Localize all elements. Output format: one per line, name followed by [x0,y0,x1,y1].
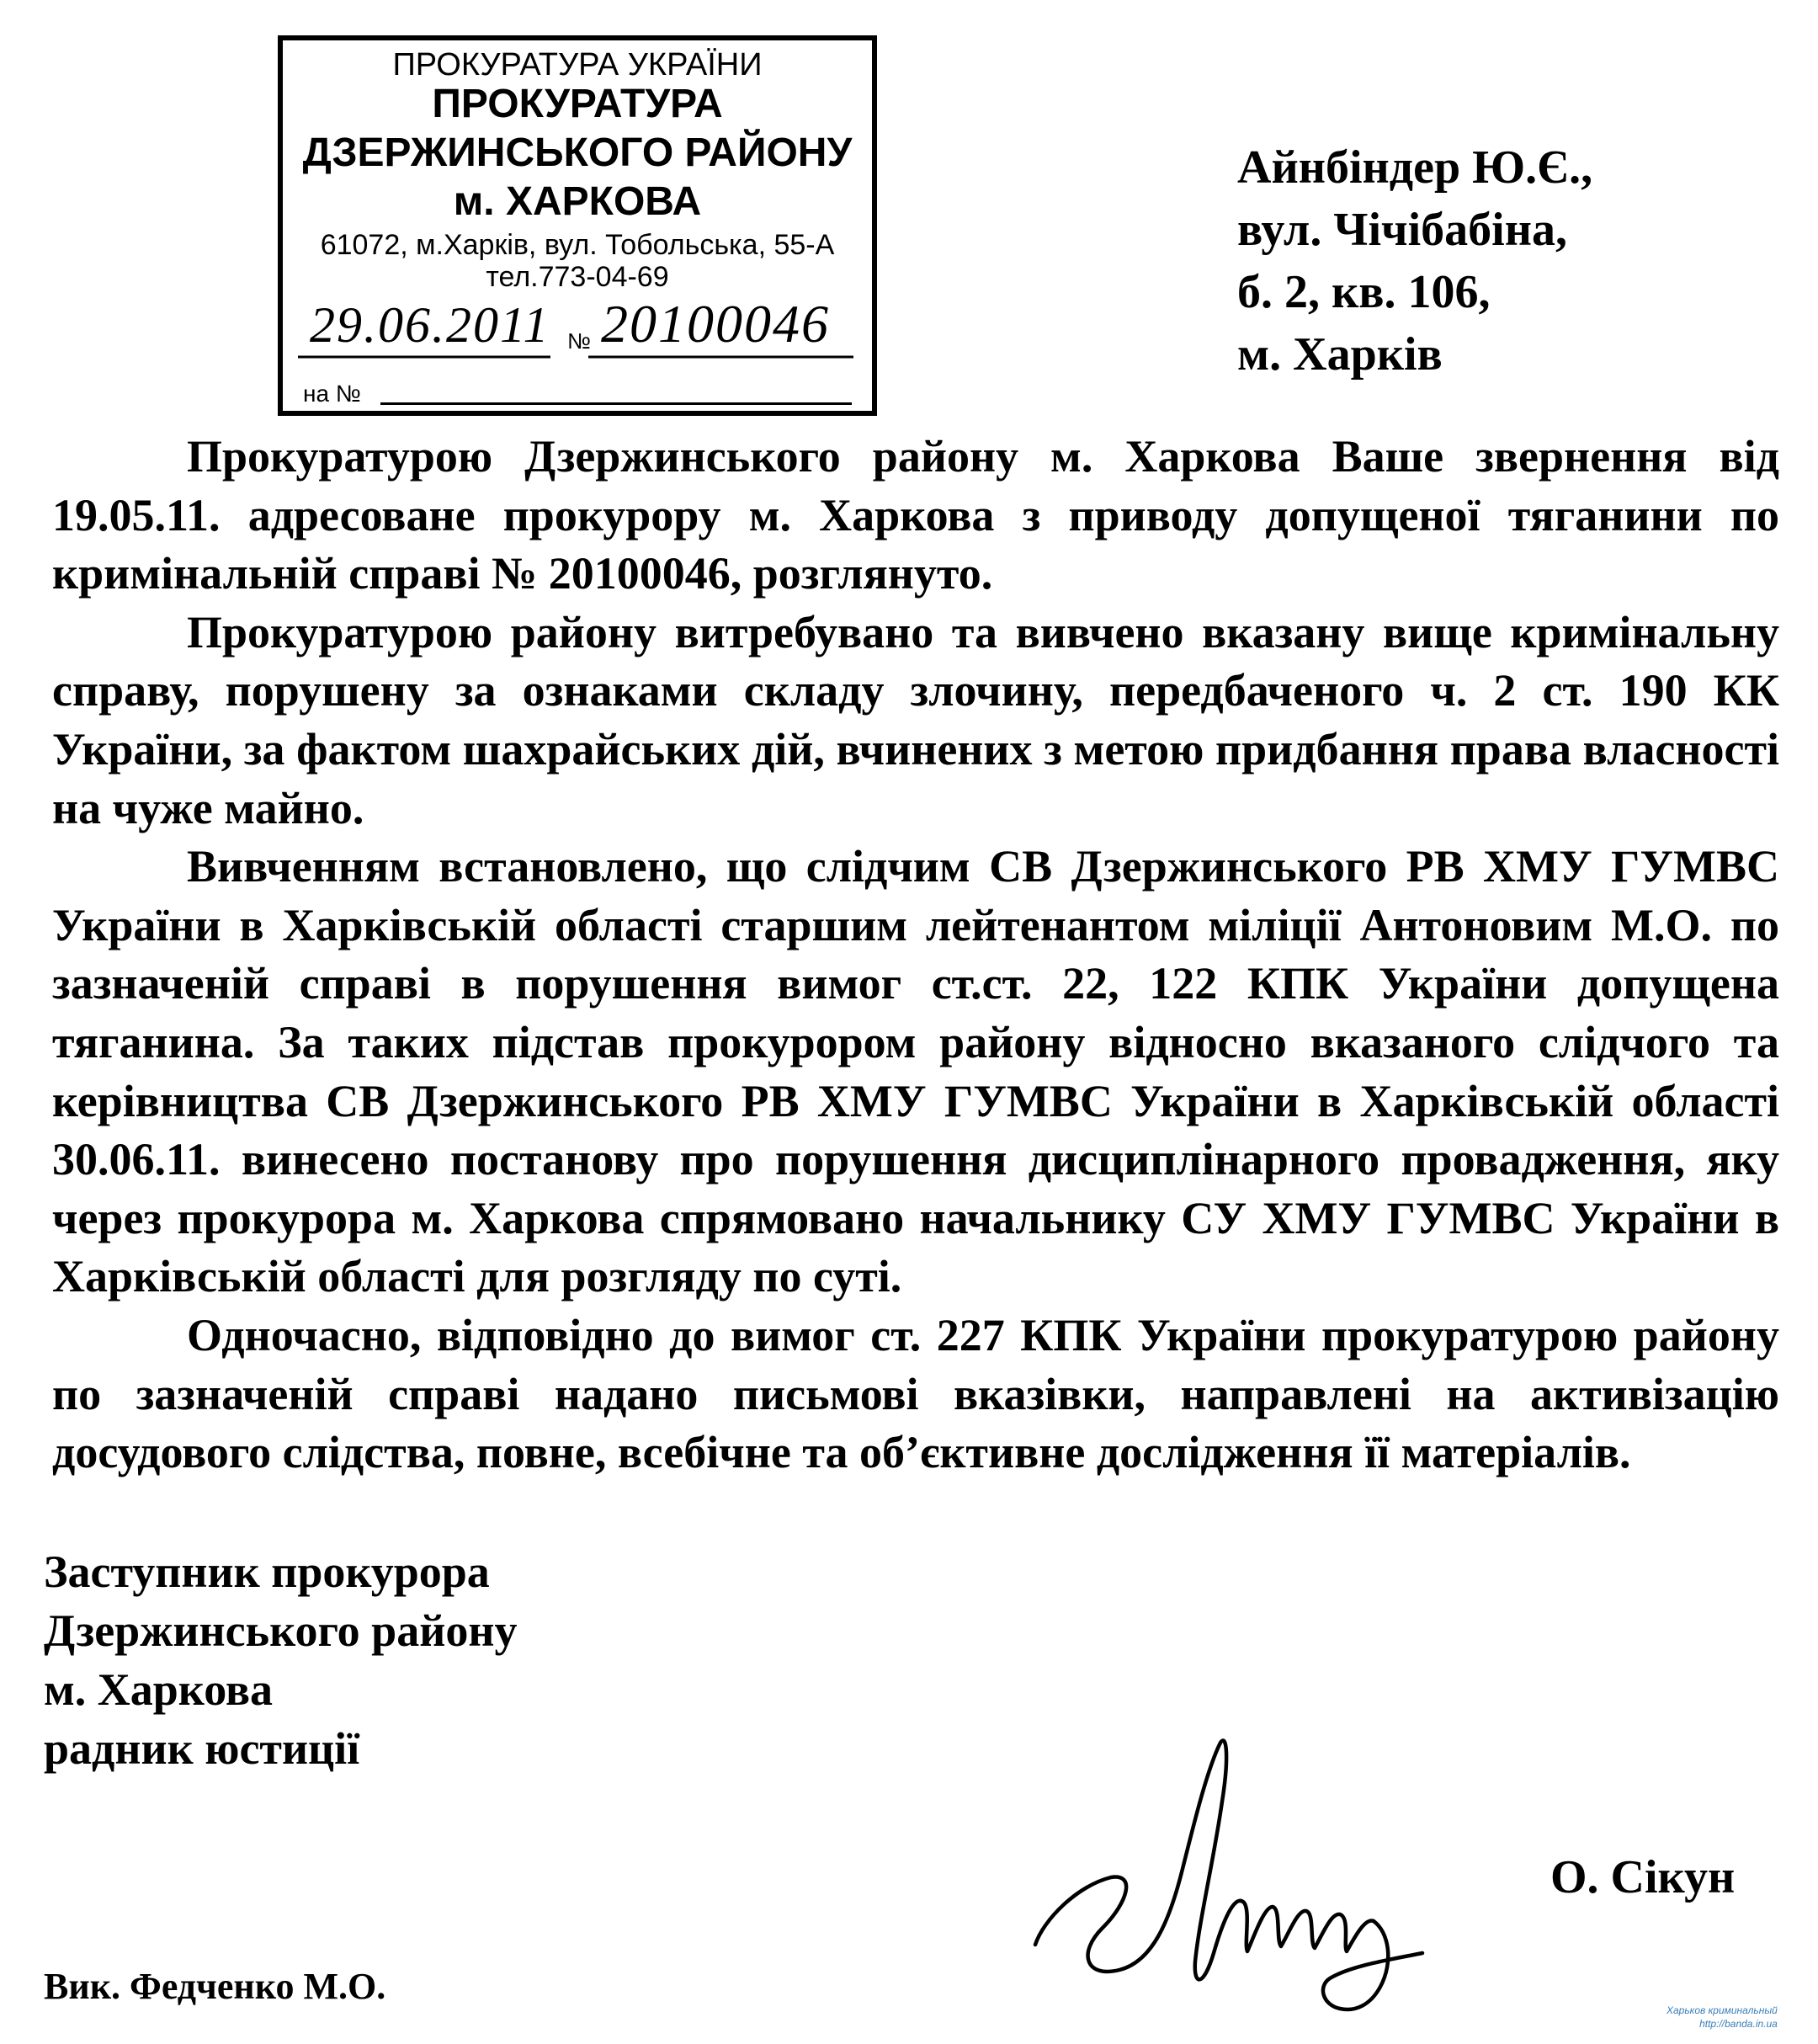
stamp-reference-line [380,402,852,405]
watermark-title: Харьков криминальный [1666,2004,1778,2016]
stamp-district: ДЗЕРЖИНСЬКОГО РАЙОНУ [302,130,853,175]
stamp-phone: тел.773-04-69 [486,261,669,293]
paragraph: Одночасно, відповідно до вимог ст. 227 КПК України прокуратурою району по зазначеній справі надано письмові вказівки, направлені на активізацію досудового слідства, повне, всебічне та об’єктивне дослідження її матеріалів. [52,1309,1779,1478]
watermark-url: http://banda.in.ua [1699,2018,1778,2030]
addressee-name: Айнбіндер Ю.Є., [1237,141,1593,194]
stamp-reg-number: 20100046 [601,294,830,354]
stamp-org-line: ПРОКУРАТУРА УКРАЇНИ [392,47,763,83]
stamp-city: м. ХАРКОВА [453,179,702,224]
stamp-reference-label: на № [303,381,361,407]
signer-position-line: м. Харкова [44,1664,274,1715]
handwritten-signature [1027,1734,1431,2020]
stamp-reg-no-label: № [567,328,591,354]
stamp-reg-date: 29.06.2011 [310,297,550,353]
addressee-city: м. Харків [1237,328,1443,381]
watermark [1666,2004,1778,2031]
stamp-org-name: ПРОКУРАТУРА [432,82,723,126]
signer-name: О. Сікун [1550,1851,1736,1903]
signer-position-line: Заступник прокурора [44,1546,490,1597]
signer-position-line: Дзержинського району [44,1605,518,1656]
addressee-block [1237,136,1592,386]
stamp-registration-line [298,293,862,364]
executor-line: Вик. Федченко М.О. [44,1966,386,2007]
stamp-address: 61072, м.Харків, вул. Тобольська, 55-А [320,229,835,261]
paragraph: Прокуратурою Дзержинського району м. Харкова Ваше звернення від 19.05.11. адресоване прокурору м. Харкова з приводу допущеної тяганини по кримінальній справі № 20100046, розглянуто. [52,431,1779,599]
letter-body [52,428,1779,1482]
signer-position [44,1542,517,1778]
paragraph: Прокуратурою району витребувано та вивчено вказану вище кримінальну справу, порушену за ознаками складу злочину, передбаченого ч. 2 ст. 190 КК України, за фактом шахрайських дій, вчинених з метою придбання права власності на чуже майно. [52,606,1779,833]
registration-stamp [278,35,877,416]
signer-position-line: радник юстиції [44,1723,360,1774]
addressee-building: б. 2, кв. 106, [1237,266,1491,318]
addressee-street: вул. Чічібабіна, [1237,204,1567,256]
paragraph: Вивченням встановлено, що слідчим СВ Дзержинського РВ ХМУ ГУМВС України в Харківській області старшим лейтенантом міліції Антоновим М.О. по зазначеній справі в порушення вимог ст.ст. 22, 122 КПК України допущена тяганина. За таких підстав прокурором району відносно вказаного слідчого та керівництва СВ Дзержинського РВ ХМУ ГУМВС України в Харківській області 30.06.11. винесено постанову про порушення дисциплінарного провадження, яку через прокурора м. Харкова спрямовано начальнику СУ ХМУ ГУМВС України в Харківській області для розгляду по суті. [52,841,1779,1302]
